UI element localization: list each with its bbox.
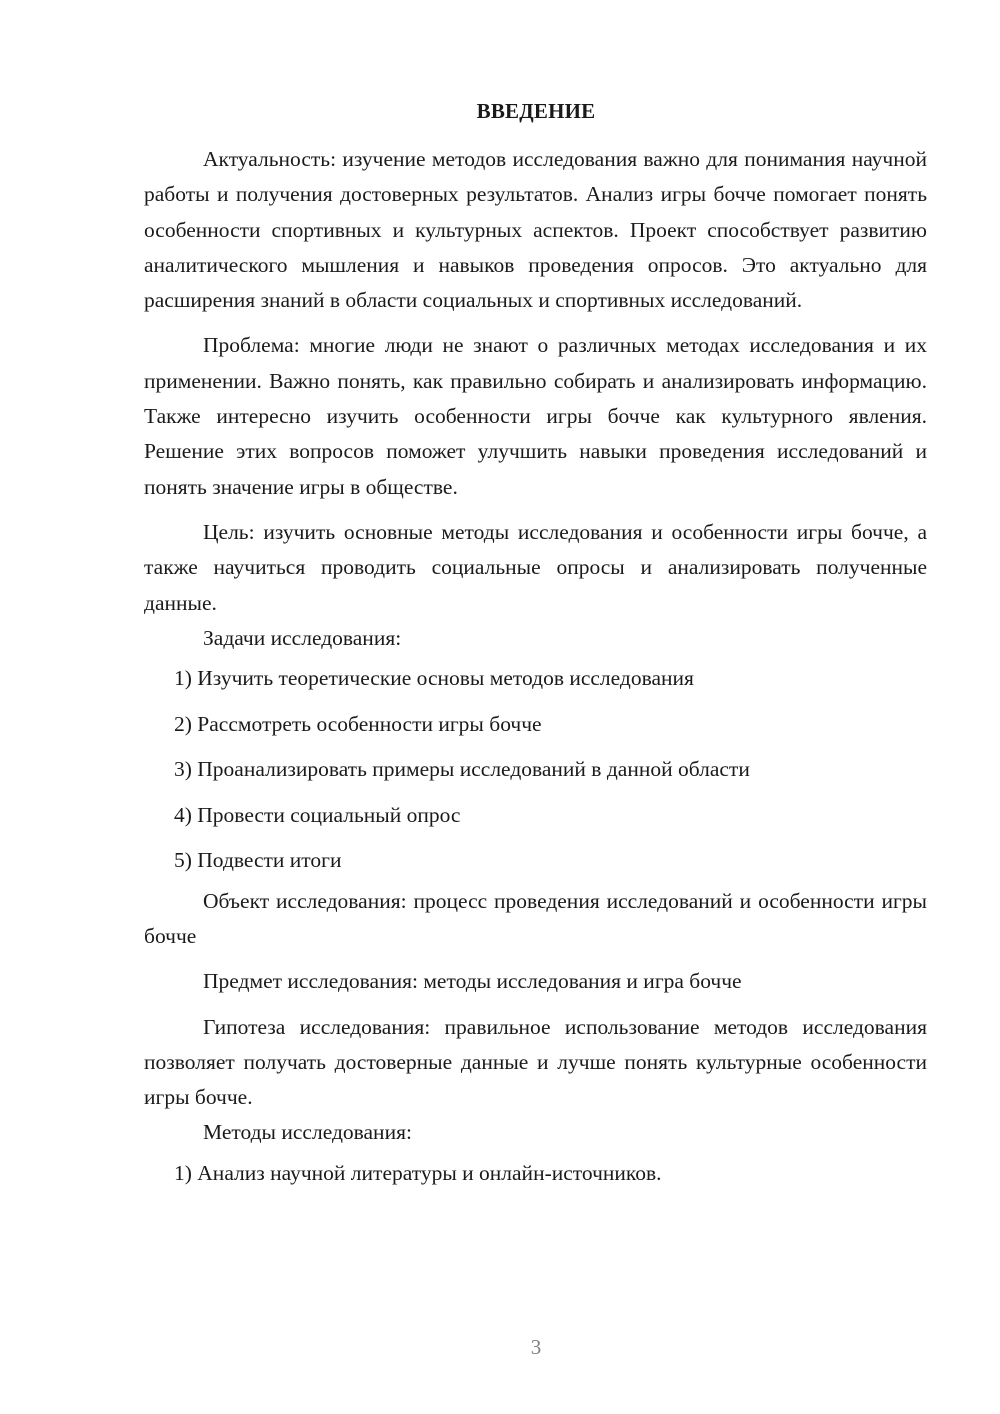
page-number: 3 bbox=[530, 1335, 542, 1359]
list-item: 1) Изучить теоретические основы методов исследования bbox=[174, 666, 694, 691]
subject-paragraph: Предмет исследования: методы исследования и игра бочче bbox=[203, 969, 742, 994]
problem-paragraph: Проблема: многие люди не знают о различных методах исследования и их применении. Важно понять, как правильно собирать и анализировать информацию. Также интересно изучить особенности игры бочче как культурного явления. Решение этих вопросов поможет улучшить навыки проведения исследований и понять значение игры в обществе. bbox=[144, 333, 927, 499]
list-item: 3) Проанализировать примеры исследований в данной области bbox=[174, 757, 750, 782]
methods-list bbox=[144, 1151, 927, 1197]
relevance-paragraph: Актуальность: изучение методов исследования важно для понимания научной работы и получения достоверных результатов. Анализ игры бочче помогает понять особенности спортивных и культурных аспектов. Проект способствует развитию аналитического мышления и навыков проведения опросов. Это актуально для расширения знаний в области социальных и спортивных исследований. bbox=[144, 147, 927, 313]
methods-label: Методы исследования: bbox=[203, 1120, 412, 1145]
object-paragraph: Объект исследования: процесс проведения исследований и особенности игры бочче bbox=[144, 888, 927, 948]
list-item: 4) Провести социальный опрос bbox=[174, 802, 461, 827]
body-text bbox=[144, 142, 927, 1196]
list-item: 1) Анализ научной литературы и онлайн-источников. bbox=[174, 1160, 662, 1185]
tasks-list bbox=[144, 656, 927, 884]
hypothesis-paragraph: Гипотеза исследования: правильное использование методов исследования позволяет получать достоверные данные и лучше понять культурные особенности игры бочче. bbox=[144, 1014, 927, 1110]
list-item: 2) Рассмотреть особенности игры бочче bbox=[174, 711, 542, 736]
goal-paragraph: Цель: изучить основные методы исследования и особенности игры бочче, а также научиться проводить социальные опросы и анализировать полученные данные. bbox=[144, 519, 927, 615]
tasks-label: Задачи исследования: bbox=[203, 625, 402, 650]
page-title: ВВЕДЕНИЕ bbox=[476, 99, 596, 123]
list-item: 5) Подвести итоги bbox=[174, 848, 342, 873]
